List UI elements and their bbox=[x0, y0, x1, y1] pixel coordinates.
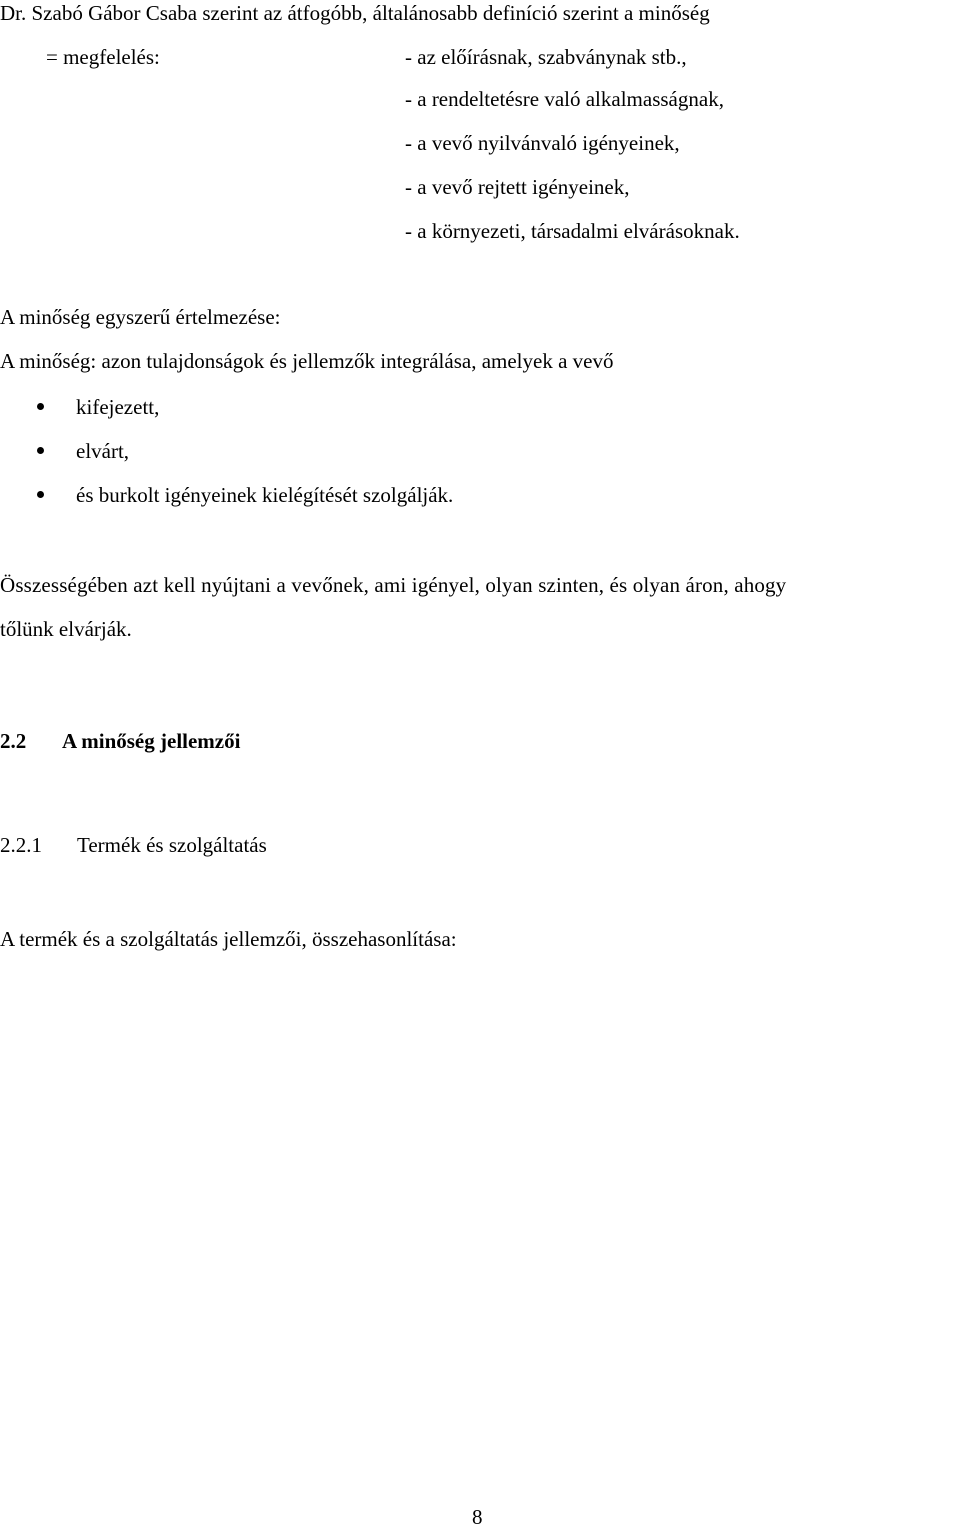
section-title: A minőség jellemzői bbox=[62, 729, 241, 753]
intro-item: - az előírásnak, szabványnak stb., bbox=[405, 45, 687, 69]
summary-line: tőlünk elvárják. bbox=[0, 617, 132, 641]
list-item-text: elvárt, bbox=[76, 439, 130, 463]
intro-line: Dr. Szabó Gábor Csaba szerint az átfogóbb, általánosabb definíció szerint a minőség bbox=[0, 1, 710, 25]
intro-item: - a vevő nyilvánvaló igényeinek, bbox=[405, 131, 680, 155]
simple-definition: A minőség: azon tulajdonságok és jellemzők integrálása, amelyek a vevő bbox=[0, 349, 614, 373]
intro-item: - a környezeti, társadalmi elvárásoknak. bbox=[405, 219, 740, 243]
intro-item: - a vevő rejtett igényeinek, bbox=[405, 175, 630, 199]
summary-line: Összességében azt kell nyújtani a vevőnek, ami igényel, olyan szinten, és olyan áron, ahogy bbox=[0, 573, 787, 597]
list-item-text: kifejezett, bbox=[76, 395, 160, 419]
closing-line: A termék és a szolgáltatás jellemzői, összehasonlítása: bbox=[0, 927, 457, 951]
intro-item: - a rendeltetésre való alkalmasságnak, bbox=[405, 87, 724, 111]
intro-label: = megfelelés: bbox=[46, 45, 160, 69]
subsection-title: Termék és szolgáltatás bbox=[77, 833, 267, 857]
section-number: 2.2 bbox=[0, 729, 27, 753]
bullet-icon bbox=[37, 491, 44, 498]
page-number: 8 bbox=[472, 1505, 483, 1529]
subsection-number: 2.2.1 bbox=[0, 833, 42, 857]
bullet-icon bbox=[37, 403, 44, 410]
simple-heading: A minőség egyszerű értelmezése: bbox=[0, 305, 281, 329]
bullet-icon bbox=[37, 447, 44, 454]
list-item-text: és burkolt igényeinek kielégítését szolgálják. bbox=[76, 483, 454, 507]
